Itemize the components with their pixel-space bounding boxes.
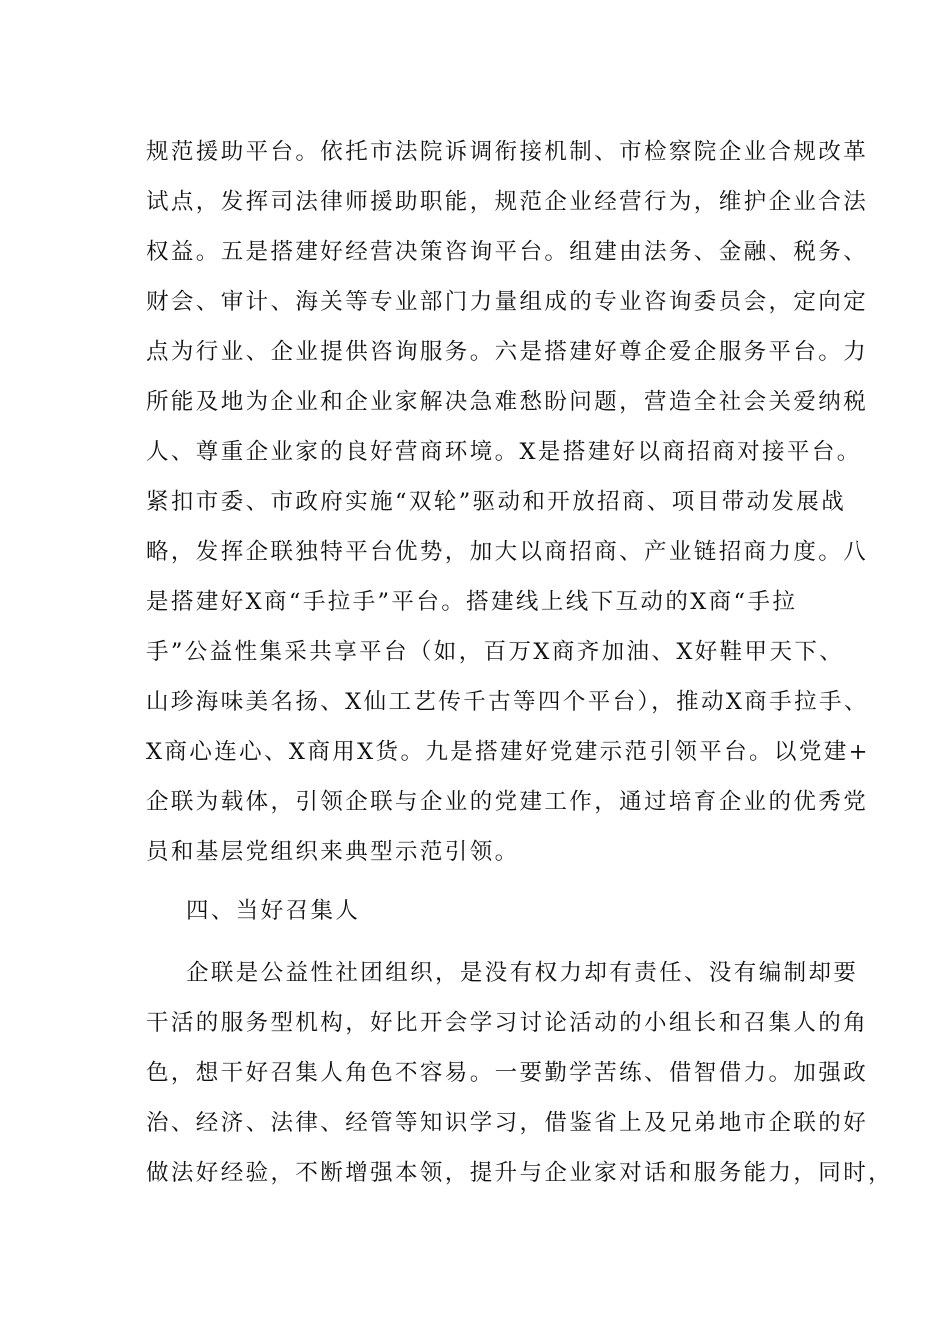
paragraph-line: 手”公益性集采共享平台（如，百万X商齐加油、X好鞋甲天下、 <box>146 639 845 665</box>
paragraph-line: 财会、审计、海关等专业部门力量组成的专业咨询委员会，定向定 <box>146 289 869 315</box>
paragraph-line: 是搭建好X商“手拉手”平台。搭建线上线下互动的X商“手拉 <box>146 589 798 615</box>
paragraph-line: 企联为载体，引领企联与企业的党建工作，通过培育企业的优秀党 <box>146 789 869 815</box>
paragraph-line: 点为行业、企业提供咨询服务。六是搭建好尊企爱企服务平台。力 <box>146 339 869 365</box>
paragraph-line: 所能及地为企业和企业家解决急难愁盼问题，营造全社会关爱纳税 <box>146 389 869 415</box>
paragraph-line: 企联是公益性社团组织，是没有权力却有责任、没有编制却要 <box>186 960 859 986</box>
paragraph-line: 人、尊重企业家的良好营商环境。X是搭建好以商招商对接平台。 <box>146 439 862 465</box>
paragraph-line: 权益。五是搭建好经营决策咨询平台。组建由法务、金融、税务、 <box>146 239 869 265</box>
paragraph-line: 干活的服务型机构，好比开会学习讨论活动的小组长和召集人的角 <box>146 1010 869 1036</box>
paragraph-line: 员和基层党组织来典型示范引领。 <box>146 839 520 865</box>
paragraph-line: X商心连心、X商用X货。九是搭建好党建示范引领平台。以党建+ <box>146 739 870 765</box>
paragraph-line: 治、经济、法律、经管等知识学习，借鉴省上及兄弟地市企联的好 <box>146 1110 869 1136</box>
paragraph-line: 色，想干好召集人角色不容易。一要勤学苦练、借智借力。加强政 <box>146 1060 869 1086</box>
paragraph-line: 紧扣市委、市政府实施“双轮”驱动和开放招商、项目带动发展战 <box>146 489 847 515</box>
paragraph-line: 略，发挥企联独特平台优势，加大以商招商、产业链招商力度。八 <box>146 539 869 565</box>
paragraph-line: 山珍海味美名扬、X仙工艺传千古等四个平台），推动X商手拉手、 <box>146 689 869 715</box>
paragraph-line: 试点，发挥司法律师援助职能，规范企业经营行为，维护企业合法 <box>146 189 869 215</box>
section-heading: 四、当好召集人 <box>186 898 361 924</box>
paragraph-line: 规范援助平台。依托市法院诉调衔接机制、市检察院企业合规改革 <box>146 139 869 165</box>
paragraph-line: 做法好经验，不断增强本领，提升与企业家对话和服务能力，同时， <box>146 1160 894 1186</box>
